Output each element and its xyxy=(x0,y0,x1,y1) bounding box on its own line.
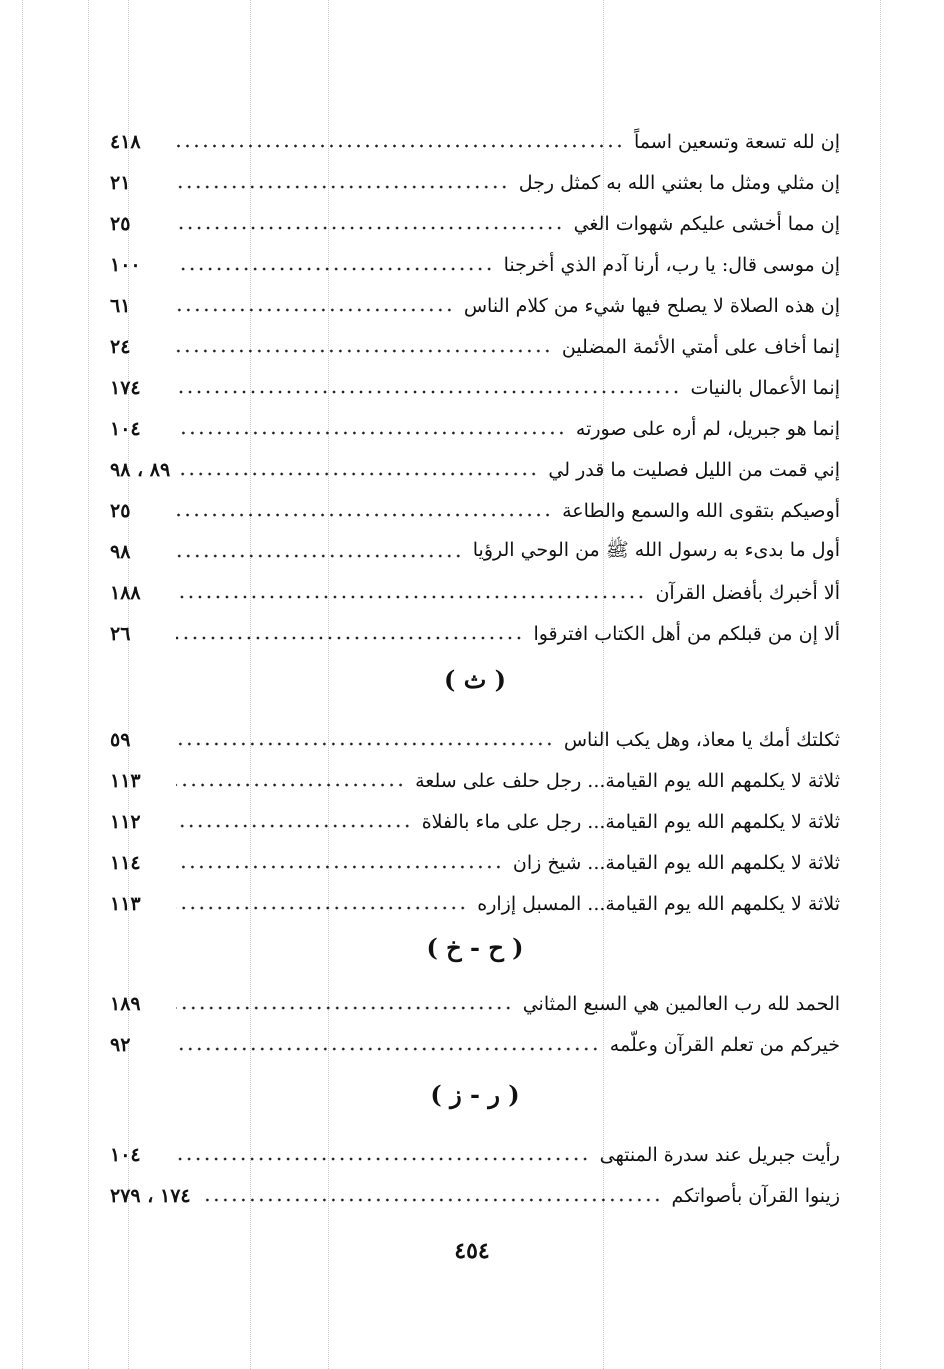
dot-leader xyxy=(176,742,554,746)
page-reference: ٤١٨ xyxy=(110,131,141,153)
index-entry xyxy=(110,843,840,883)
hadith-incipit: ثلاثة لا يكلمهم الله يوم القيامة... المسبل إزاره xyxy=(477,893,840,915)
dot-leader xyxy=(176,1006,513,1010)
page-reference: ٢٥ xyxy=(110,500,131,522)
dot-leader xyxy=(176,267,494,271)
dot-leader xyxy=(176,1157,590,1161)
page-reference: ٢١ xyxy=(110,172,131,194)
dot-leader xyxy=(201,1198,662,1202)
dot-leader xyxy=(176,308,454,312)
hadith-incipit: إنما هو جبريل، لم أره على صورته xyxy=(575,418,840,440)
index-entry xyxy=(110,761,840,801)
hadith-incipit: الحمد لله رب العالمين هي السبع المثاني xyxy=(522,993,840,1015)
hadith-incipit: إن موسى قال: يا رب، أرنا آدم الذي أخرجنا xyxy=(503,254,840,276)
hadith-incipit: إنما أخاف على أمتي الأئمة المضلين xyxy=(561,336,840,358)
page-reference: ١٨٩ xyxy=(110,993,141,1015)
dot-leader xyxy=(176,185,509,189)
dot-leader xyxy=(176,513,552,517)
index-page xyxy=(110,110,840,1330)
index-entry xyxy=(110,1176,840,1216)
page-reference: ١١٣ xyxy=(110,770,141,792)
page-reference: ١١٣ xyxy=(110,893,141,915)
dot-leader xyxy=(180,472,538,476)
hadith-incipit: زينوا القرآن بأصواتكم xyxy=(671,1185,840,1207)
dot-leader xyxy=(176,595,645,599)
page-number: ٤٥٤ xyxy=(454,1238,490,1264)
index-entry xyxy=(110,286,840,326)
hadith-incipit: ثلاثة لا يكلمهم الله يوم القيامة... شيخ زان xyxy=(512,852,840,874)
hadith-incipit: إن هذه الصلاة لا يصلح فيها شيء من كلام الناس xyxy=(463,295,840,317)
hadith-incipit: إني قمت من الليل فصليت ما قدر لي xyxy=(548,459,840,481)
index-entry xyxy=(110,409,840,449)
index-entry xyxy=(110,450,840,490)
index-entry xyxy=(110,614,840,654)
hadith-incipit: أول ما بدىء به رسول الله ﷺ من الوحي الرؤيا xyxy=(472,539,840,561)
dot-leader xyxy=(176,906,467,910)
page-reference: ١١٢ xyxy=(110,811,141,833)
index-entry xyxy=(110,122,840,162)
index-entry xyxy=(110,884,840,924)
scan-guide-line xyxy=(880,0,881,1369)
index-entry xyxy=(110,720,840,760)
index-entry xyxy=(110,1025,840,1065)
hadith-incipit: أوصيكم بتقوى الله والسمع والطاعة xyxy=(562,500,840,522)
dot-leader xyxy=(176,431,566,435)
page-reference: ١٠٠ xyxy=(110,254,141,276)
hadith-incipit: ألا أخبرك بأفضل القرآن xyxy=(655,582,840,604)
page-reference: ٦١ xyxy=(110,295,131,317)
hadith-incipit: ثكلتك أمك يا معاذ، وهل يكب الناس xyxy=(563,729,840,751)
index-entry xyxy=(110,491,840,531)
hadith-incipit: إنما الأعمال بالنيات xyxy=(690,377,840,399)
index-entry xyxy=(110,204,840,244)
index-entry xyxy=(110,984,840,1024)
page-reference: ١٧٤ xyxy=(110,377,141,399)
section-heading: ( ر - ز ) xyxy=(430,1080,520,1109)
dot-leader xyxy=(176,783,405,787)
dot-leader xyxy=(176,636,523,640)
scan-guide-line xyxy=(22,0,23,1369)
index-entry xyxy=(110,532,840,572)
page-reference: ٨٩ ، ٩٨ xyxy=(110,459,171,481)
page-reference: ١٨٨ xyxy=(110,582,141,604)
page-reference: ١٠٤ xyxy=(110,418,141,440)
dot-leader xyxy=(176,390,681,394)
index-entry xyxy=(110,327,840,367)
page-reference: ٥٩ xyxy=(110,729,131,751)
dot-leader xyxy=(176,554,463,558)
hadith-incipit: إن مما أخشى عليكم شهوات الغي xyxy=(573,213,840,235)
index-entry xyxy=(110,573,840,613)
dot-leader xyxy=(176,349,552,353)
hadith-incipit: إن مثلي ومثل ما بعثني الله به كمثل رجل xyxy=(518,172,840,194)
hadith-incipit: ثلاثة لا يكلمهم الله يوم القيامة... رجل على ماء بالفلاة xyxy=(421,811,840,833)
page-reference: ٩٢ xyxy=(110,1034,131,1056)
dot-leader xyxy=(176,865,503,869)
scan-guide-line xyxy=(88,0,89,1369)
hadith-incipit: ألا إن من قبلكم من أهل الكتاب افترقوا xyxy=(533,623,840,645)
hadith-incipit: إن لله تسعة وتسعين اسماً xyxy=(634,131,840,153)
index-entry xyxy=(110,163,840,203)
page-reference: ٩٨ xyxy=(110,541,131,563)
dot-leader xyxy=(176,824,412,828)
index-entry xyxy=(110,245,840,285)
page-reference: ٢٥ xyxy=(110,213,131,235)
dot-leader xyxy=(176,144,624,148)
index-entry xyxy=(110,368,840,408)
page-reference: ١١٤ xyxy=(110,852,141,874)
page-reference: ٢٤ xyxy=(110,336,131,358)
hadith-incipit: رأيت جبريل عند سدرة المنتهى xyxy=(599,1144,840,1166)
section-heading: ( ح - خ ) xyxy=(426,933,524,962)
dot-leader xyxy=(176,226,564,230)
page-reference: ١٠٤ xyxy=(110,1144,141,1166)
hadith-incipit: خيركم من تعلم القرآن وعلّمه xyxy=(609,1034,840,1056)
dot-leader xyxy=(176,1047,600,1051)
hadith-incipit: ثلاثة لا يكلمهم الله يوم القيامة... رجل حلف على سلعة xyxy=(415,770,840,792)
section-heading: ( ث ) xyxy=(443,665,506,694)
index-entry xyxy=(110,1135,840,1175)
page-reference: ٢٦ xyxy=(110,623,131,645)
index-entry xyxy=(110,802,840,842)
page-reference: ١٧٤ ، ٢٧٩ xyxy=(110,1185,191,1207)
